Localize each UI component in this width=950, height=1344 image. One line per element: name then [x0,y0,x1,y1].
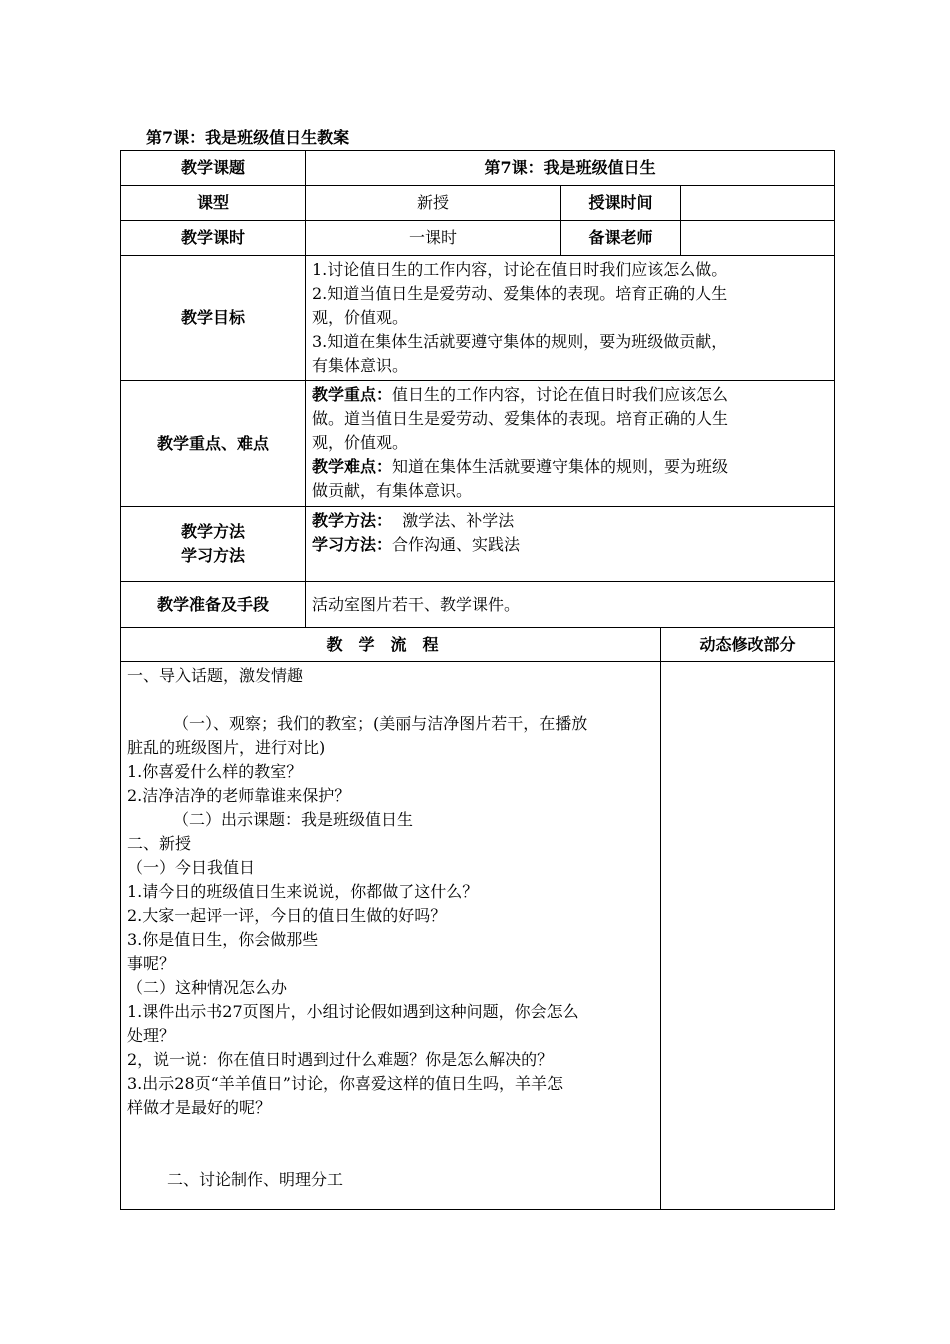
process-line: 2.洁净洁净的老师靠谁来保护？ [127,786,351,805]
topic-value: 第7课：我是班级值日生 [306,151,835,186]
process-line: 2.大家一起评一评，今日的值日生做的好吗？ [127,906,447,925]
learn-method-line [312,533,828,557]
goals-row [121,256,835,381]
key-points-content [306,381,835,507]
methods-label [121,507,306,582]
topic-label: 教学课题 [121,151,306,186]
learn-method-heading: 学习方法： [312,535,393,554]
process-line: 3.你是值日生，你会做那些 [127,930,319,949]
type-label: 课型 [121,186,306,221]
type-value: 新授 [306,186,561,221]
methods-label-learn: 学习方法 [180,546,245,565]
teach-method-line [312,509,828,533]
prep-value: 活动室图片若干、教学课件。 [306,582,835,628]
process-line: 一、导入话题，激发情趣 [127,666,304,685]
key-point-line: 做。道当值日生是爱劳动、爱集体的表现。培育正确的人生 [312,409,729,428]
process-content [121,662,661,1210]
dynamic-edit-header: 动态修改部分 [661,628,835,662]
key-point-text: 值日生的工作内容，讨论在值日时我们应该怎么 [392,385,729,404]
process-line: （二）出示课题：我是班级值日生 [173,810,414,829]
methods-row [121,507,835,582]
type-row [121,186,835,221]
methods-label-teach: 教学方法 [180,522,245,541]
process-line: 1.你喜爱什么样的教室？ [127,762,303,781]
key-points-row [121,381,835,507]
lesson-plan-table [120,150,835,1210]
key-point-heading: 教学重点： [312,385,393,404]
key-point-line [312,383,828,407]
key-points-label: 教学重点、难点 [121,381,306,507]
process-line: 处理？ [127,1026,176,1045]
dynamic-edit-area [661,662,835,1210]
process-line: 3.出示28页“羊羊值日”讨论，你喜爱这样的值日生吗，羊羊怎 [127,1074,563,1093]
process-line: 二、讨论制作、明理分工 [167,1170,344,1189]
teacher-value [681,221,835,256]
goal-line: 有集体意识。 [312,356,409,375]
teach-method-heading: 教学方法： [312,511,393,530]
prep-row [121,582,835,628]
goal-line: 3.知道在集体生活就要遵守集体的规则，要为班级做贡献， [312,332,728,351]
process-blank-line [127,688,654,712]
difficult-point-heading: 教学难点： [312,457,393,476]
process-line: 脏乱的班级图片，进行对比) [127,738,326,757]
document-title: 第7课：我是班级值日生教案 [146,128,350,147]
goal-line: 2.知道当值日生是爱劳动、爱集体的表现。培育正确的人生 [312,284,728,303]
teacher-label: 备课老师 [561,221,681,256]
process-header: 教学流程 [121,628,661,662]
process-line: （一）今日我值日 [127,858,256,877]
goals-content [306,256,835,381]
difficult-point-text: 知道在集体生活就要遵守集体的规则，要为班级 [392,457,729,476]
process-line: （一）、观察；我们的教室；(美丽与洁净图片若干，在播放 [173,714,588,733]
process-body-row [121,662,835,1210]
difficult-point-line [312,455,828,479]
process-line: 二、新授 [127,834,192,853]
process-line: 样做才是最好的呢？ [127,1098,272,1117]
process-line: （二）这种情况怎么办 [127,978,288,997]
goal-line: 观，价值观。 [312,308,409,327]
prep-label: 教学准备及手段 [121,582,306,628]
hours-value: 一课时 [306,221,561,256]
learn-method-value: 合作沟通、实践法 [392,535,521,554]
process-line: 2，说一说：你在值日时遇到过什么难题？你是怎么解决的？ [127,1050,554,1069]
time-value [681,186,835,221]
process-line: 1.课件出示书27页图片，小组讨论假如遇到这种问题，你会怎么 [127,1002,579,1021]
time-label: 授课时间 [561,186,681,221]
process-line: 1.请今日的班级值日生来说说，你都做了这什么？ [127,882,479,901]
hours-label: 教学课时 [121,221,306,256]
process-header-row [121,628,835,662]
goal-line: 1.讨论值日生的工作内容，讨论在值日时我们应该怎么做。 [312,260,728,279]
methods-content [306,507,835,582]
process-blank-line [127,1120,654,1144]
process-line: 事呢？ [127,954,176,973]
topic-row [121,151,835,186]
process-blank-line [127,1144,654,1168]
teach-method-value: 激学法、补学法 [402,511,515,530]
hours-row [121,221,835,256]
key-point-line: 观，价值观。 [312,433,409,452]
difficult-point-line: 做贡献，有集体意识。 [312,481,473,500]
goals-label: 教学目标 [121,256,306,381]
